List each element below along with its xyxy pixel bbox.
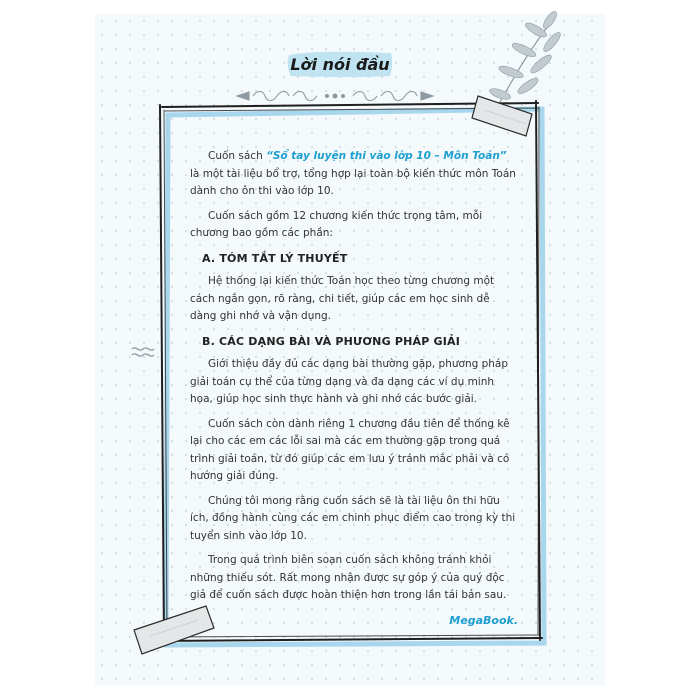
section-a-heading: A. TÓM TẮT LÝ THUYẾT <box>202 251 348 265</box>
chapters-paragraph: Cuốn sách gồm 12 chương kiến thức trọng tâm, mỗi chương bao gồm các phần: <box>190 209 483 239</box>
section-b-heading: B. CÁC DẠNG BÀI VÀ PHƯƠNG PHÁP GIẢI <box>202 334 461 348</box>
errors-paragraph: Cuốn sách còn dành riêng 1 chương đầu tiên để thống kê lại cho các em các lỗi sai mà các em thường gặp trong quá trình giải toán, từ đó giúp các em lưu ý tránh mắc phải và có hướng giải đúng. <box>190 417 510 482</box>
section-a-body: Hệ thống lại kiến thức Toán học theo từng chương một cách ngắn gọn, rõ ràng, chi tiết, giúp các em học sinh dễ dàng ghi nhớ và vận dụng. <box>190 275 495 322</box>
squiggle-icon <box>130 343 156 361</box>
tape-top-right <box>470 92 540 142</box>
intro-paragraph <box>190 148 518 201</box>
page-title: Lời nói đầu <box>290 54 390 74</box>
intro-suffix: là một tài liệu bổ trợ, tổng hợp lại toàn bộ kiến thức môn Toán dành cho ôn thi vào lớp 10. <box>190 167 516 197</box>
section-b-body: Giới thiệu đầy đủ các dạng bài thường gặp, phương pháp giải toán cụ thể của từng dạng và đa dạng các ví dụ minh họa, giúp học sinh thực hành và ghi nhớ các bước giải. <box>190 358 509 405</box>
signature: MegaBook. <box>449 613 518 627</box>
book-title: “Sổ tay luyện thi vào lớp 10 – Môn Toán” <box>266 150 507 162</box>
intro-prefix: Cuốn sách <box>208 150 267 162</box>
page-title-box <box>285 49 395 79</box>
hope-paragraph: Chúng tôi mong rằng cuốn sách sẽ là tài liệu ôn thi hữu ích, đồng hành cùng các em chinh phục điểm cao trong kỳ thi tuyển sinh vào lớp 10. <box>190 494 516 542</box>
foreword-content <box>190 148 518 629</box>
feedback-paragraph: Trong quá trình biên soạn cuốn sách không tránh khỏi những thiếu sót. Rất mong nhận được sự góp ý của quý độc giả để cuốn sách được hoàn thiện hơn trong lần tái bản sau. <box>190 554 507 601</box>
